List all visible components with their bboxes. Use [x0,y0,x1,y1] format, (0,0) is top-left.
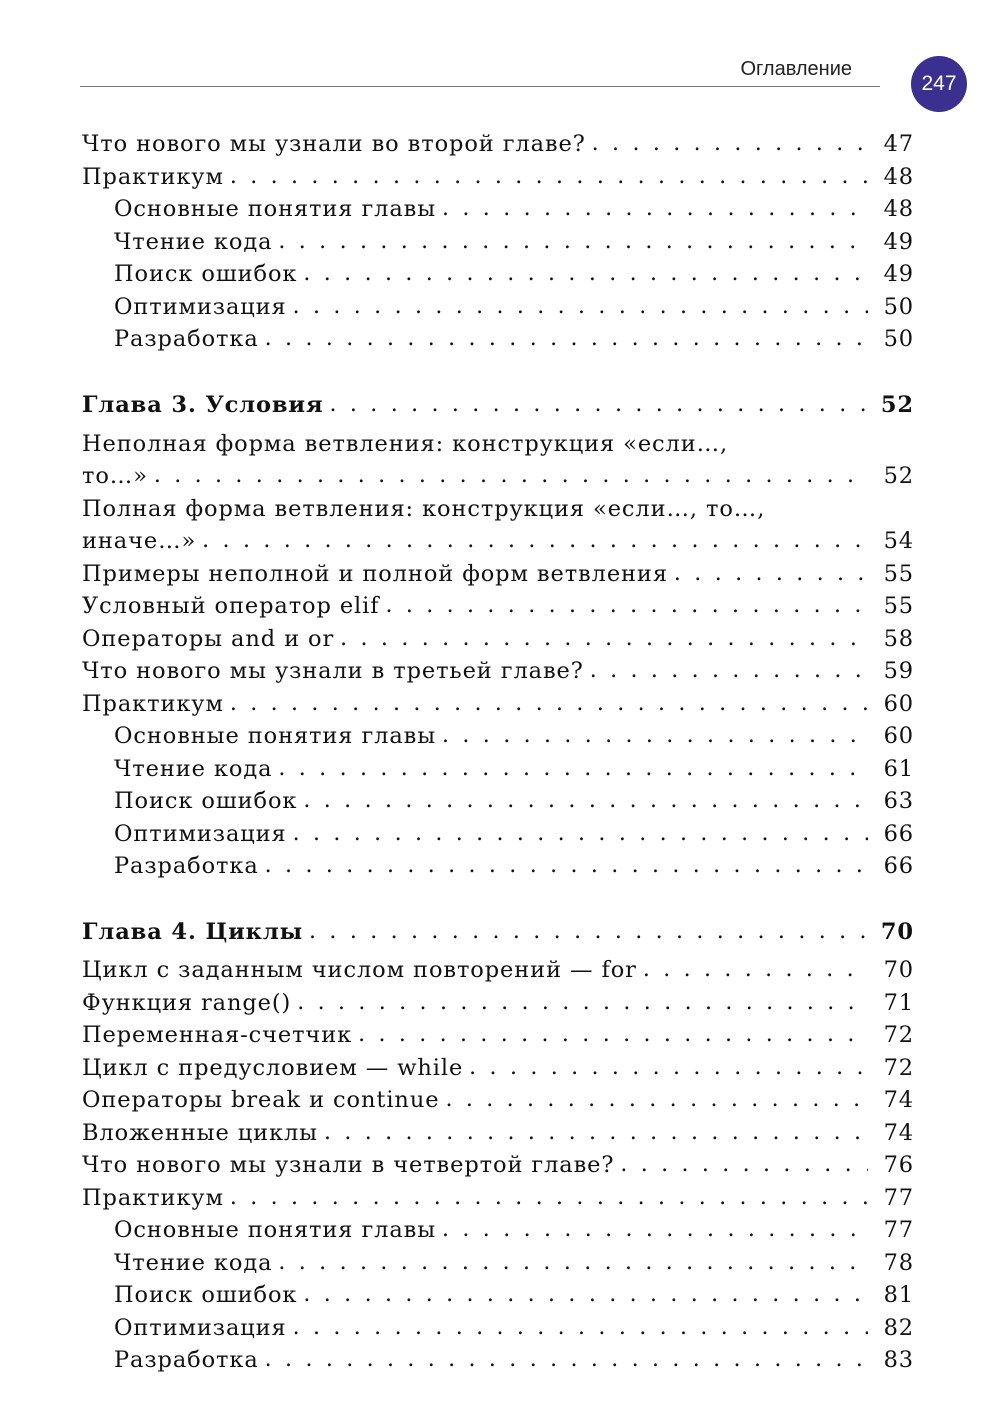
toc-entry-title: Практикум [82,691,224,717]
dot-leader [324,1117,868,1149]
toc-subentry[interactable] [114,818,914,850]
dot-leader [230,161,868,193]
toc-subentry[interactable] [114,1312,914,1344]
toc-entry-page: 76 [883,1152,914,1178]
toc-entry-title: Чтение кода [114,756,273,782]
toc-subentry[interactable] [114,193,914,225]
toc-entry-page: 52 [883,463,914,489]
dot-leader [620,1149,868,1181]
toc-subentry[interactable] [114,291,914,323]
toc-entry[interactable] [82,987,914,1019]
toc-entry-title: Операторы and и or [82,626,335,652]
dot-leader [340,623,868,655]
toc-entry-page: 74 [883,1087,914,1113]
toc-entry-page: 78 [883,1250,914,1276]
toc-entry[interactable] [82,954,914,986]
dot-leader [293,1312,868,1344]
toc-entry-title: Поиск ошибок [114,261,298,287]
toc-entry[interactable] [82,1084,914,1116]
toc-entry-page: 63 [883,788,914,814]
toc-entry-page: 60 [883,691,914,717]
dot-leader [442,193,868,225]
toc-entry-title: Основные понятия главы [114,196,437,222]
toc-subentry[interactable] [114,323,914,355]
toc-entry-page: 81 [883,1282,914,1308]
toc-chapter-4[interactable] [82,916,914,948]
toc-chapter-title: Глава 3. Условия [82,392,324,418]
toc-entry[interactable] [82,688,914,720]
toc-subentry[interactable] [114,1344,914,1376]
toc-entry-page: 60 [883,723,914,749]
toc-subentry[interactable] [114,1279,914,1311]
toc-entry-page: 66 [883,853,914,879]
toc-entry-title: Основные понятия главы [114,1217,437,1243]
dot-leader [469,1052,868,1084]
toc-entry-title: Поиск ошибок [114,1282,298,1308]
dot-leader [590,655,868,687]
toc-entry-title: Функция range() [82,990,292,1016]
dot-leader [674,558,868,590]
toc-entry-page: 70 [883,957,914,983]
toc-entry-page: 74 [883,1120,914,1146]
toc-chapter-title: Глава 4. Циклы [82,919,304,945]
dot-leader [265,323,868,355]
toc-entry-title: Примеры неполной и полной форм ветвления [82,561,668,587]
toc-entry[interactable] [82,1019,914,1051]
dot-leader [202,525,868,557]
toc-entry-title: Вложенные циклы [82,1120,318,1146]
toc-entry-page: 52 [880,392,914,418]
dot-leader [442,720,868,752]
toc-entry-page: 48 [883,164,914,190]
toc-entry-title: Что нового мы узнали в четвертой главе? [82,1152,615,1178]
dot-leader [385,590,868,622]
toc-entry-page: 50 [883,294,914,320]
toc-entry-page: 83 [883,1347,914,1373]
toc-entry-page: 47 [883,131,914,157]
toc-entry[interactable] [82,1052,914,1084]
toc-entry-title: Что нового мы узнали во второй главе? [82,131,586,157]
toc-entry-page: 77 [883,1185,914,1211]
toc-entry-title: Операторы break и continue [82,1087,440,1113]
toc-subentry[interactable] [114,850,914,882]
toc-entry-title: Цикл с заданным числом повторений — for [82,957,637,983]
dot-leader [265,850,868,882]
toc-entry-title: Практикум [82,1185,224,1211]
toc-entry-title: Условный оператор elif [82,593,380,619]
toc-subentry[interactable] [114,720,914,752]
toc-subentry[interactable] [114,1214,914,1246]
toc-entry-title: Что нового мы узнали в третьей главе? [82,658,584,684]
dot-leader [445,1084,868,1116]
dot-leader [309,916,868,948]
dot-leader [303,785,868,817]
toc-entry[interactable] [82,161,914,193]
dot-leader [303,258,868,290]
toc-entry-page: 49 [883,229,914,255]
dot-leader [278,1247,868,1279]
dot-leader [293,291,868,323]
toc-entry[interactable] [82,1149,914,1181]
page-header [80,58,880,87]
toc-entry-page: 72 [883,1022,914,1048]
toc-entry-page: 82 [883,1315,914,1341]
toc-entry-page: 58 [883,626,914,652]
toc-entry-page: 77 [883,1217,914,1243]
section-title: Оглавление [740,58,852,80]
page-number-badge: 247 [911,56,967,112]
toc-entry-title: Поиск ошибок [114,788,298,814]
toc-entry-title: Чтение кода [114,229,273,255]
toc-entry[interactable] [82,558,914,590]
dot-leader [643,954,868,986]
toc-entry-title: иначе…» [82,528,197,554]
toc-entry[interactable] [82,1117,914,1149]
dot-leader [230,688,868,720]
toc-entry-title: Оптимизация [114,294,287,320]
toc-entry-title: Практикум [82,164,224,190]
toc-entry[interactable] [82,460,914,492]
toc-entry[interactable] [82,623,914,655]
toc-entry-page: 70 [880,919,914,945]
toc-entry-page: 72 [883,1055,914,1081]
toc-subentry[interactable] [114,753,914,785]
toc-entry-page: 71 [883,990,914,1016]
toc-entry-page: 49 [883,261,914,287]
toc-entry-title: Разработка [114,853,259,879]
toc-subentry[interactable] [114,226,914,258]
toc-entry-page: 59 [883,658,914,684]
toc-entry-title: Оптимизация [114,1315,287,1341]
toc-entry-title-line1[interactable]: Неполная форма ветвления: конструкция «если…, [82,431,729,457]
toc-entry-page: 48 [883,196,914,222]
toc-entry-title: Чтение кода [114,1250,273,1276]
toc-entry[interactable] [82,590,914,622]
toc-subentry[interactable] [114,258,914,290]
toc-chapter-3[interactable] [82,389,914,421]
toc-entry-title: то…» [82,463,148,489]
dot-leader [303,1279,868,1311]
toc-entry-title: Цикл с предусловием — while [82,1055,464,1081]
dot-leader [297,987,868,1019]
toc-subentry[interactable] [114,1247,914,1279]
dot-leader [358,1019,868,1051]
toc-entry[interactable] [82,655,914,687]
dot-leader [278,226,868,258]
dot-leader [592,128,868,160]
toc-entry[interactable] [82,525,914,557]
toc-entry-page: 61 [883,756,914,782]
toc-entry-page: 55 [883,561,914,587]
dot-leader [330,389,868,421]
dot-leader [230,1182,868,1214]
toc-entry-page: 54 [883,528,914,554]
toc-entry-title: Разработка [114,326,259,352]
toc-entry-page: 50 [883,326,914,352]
toc-entry-title: Переменная-счетчик [82,1022,353,1048]
toc-entry-title: Оптимизация [114,821,287,847]
toc-entry-title-line1[interactable]: Полная форма ветвления: конструкция «если…, то…, [82,496,766,522]
toc-entry[interactable] [82,1182,914,1214]
dot-leader [278,753,868,785]
toc-subentry[interactable] [114,785,914,817]
toc-entry-page: 66 [883,821,914,847]
dot-leader [265,1344,868,1376]
dot-leader [442,1214,868,1246]
dot-leader [154,460,868,492]
toc-entry-title: Основные понятия главы [114,723,437,749]
toc-entry-page: 55 [883,593,914,619]
toc-entry[interactable] [82,128,914,160]
dot-leader [293,818,868,850]
toc-entry-title: Разработка [114,1347,259,1373]
